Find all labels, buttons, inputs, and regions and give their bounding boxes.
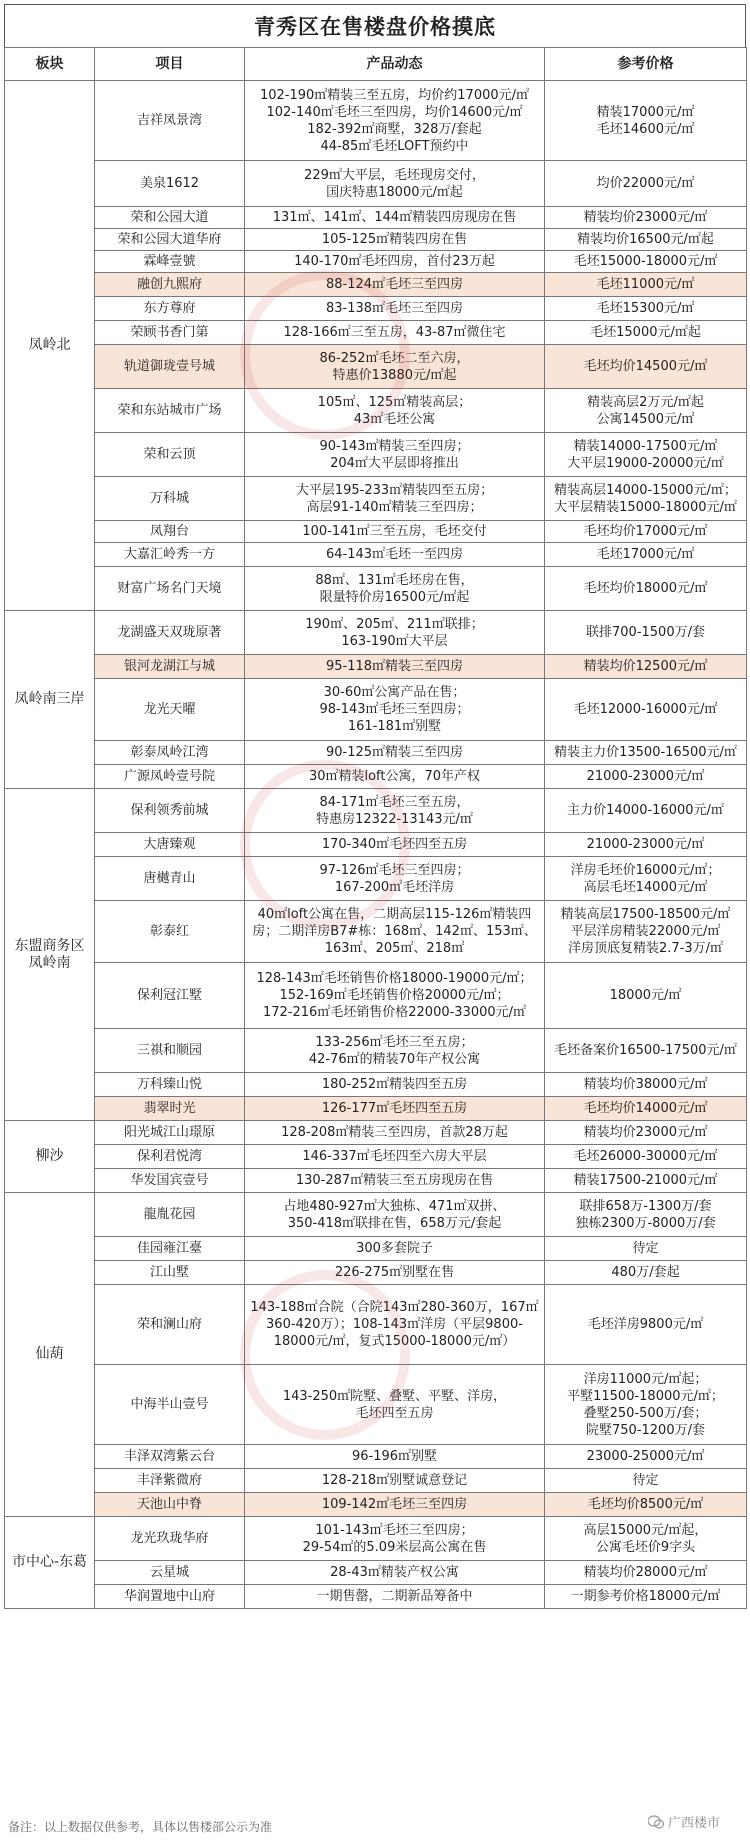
price-cell: 一期参考价格18000元/㎡ <box>545 1585 747 1609</box>
project-cell: 财富广场名门天境 <box>95 567 245 611</box>
table-row <box>5 521 747 543</box>
price-cell: 精装均价28000元/㎡ <box>545 1561 747 1585</box>
project-cell: 荣和东站城市广场 <box>95 389 245 433</box>
header-row <box>5 48 747 81</box>
table-row <box>5 389 747 433</box>
news-cell: 229㎡大平层，毛坯现房交付， 国庆特惠18000元/㎡起 <box>245 161 545 207</box>
news-cell: 101-143㎡毛坯三至四房； 29-54㎡的5.09米层高公寓在售 <box>245 1517 545 1561</box>
table-row <box>5 433 747 477</box>
news-cell: 40㎡loft公寓在售，二期高层115-126㎡精装四房；二期洋房B7#栋：168㎡、142㎡、153㎡、163㎡、205㎡、218㎡ <box>245 901 545 963</box>
table-row <box>5 679 747 741</box>
news-cell: 128-166㎡三至五房，43-87㎡微住宅 <box>245 321 545 345</box>
price-cell: 均价22000元/㎡ <box>545 161 747 207</box>
table-row <box>5 1285 747 1365</box>
project-cell: 银河龙湖江与城 <box>95 655 245 679</box>
project-cell: 荣和澜山府 <box>95 1285 245 1365</box>
price-sheet <box>4 4 746 1609</box>
table-row <box>5 901 747 963</box>
header-district: 板块 <box>5 48 95 81</box>
project-cell: 吉祥凤景湾 <box>95 81 245 161</box>
news-cell: 占地480-927㎡大独栋、471㎡双拼、 350-418㎡联排在售，658万元/套起 <box>245 1193 545 1237</box>
news-cell: 146-337㎡毛坯四至六房大平层 <box>245 1145 545 1169</box>
table-row <box>5 1169 747 1193</box>
news-cell: 83-138㎡毛坯三至四房 <box>245 297 545 321</box>
table-row <box>5 1469 747 1493</box>
project-cell: 彰泰凤岭江湾 <box>95 741 245 765</box>
price-cell: 精装均价23000元/㎡ <box>545 1121 747 1145</box>
project-cell: 云星城 <box>95 1561 245 1585</box>
header-news: 产品动态 <box>245 48 545 81</box>
header-project: 项目 <box>95 48 245 81</box>
header-price: 参考价格 <box>545 48 747 81</box>
table-row <box>5 1585 747 1609</box>
project-cell: 荣和公园大道 <box>95 207 245 229</box>
project-cell: 荣和公园大道华府 <box>95 229 245 251</box>
price-cell: 毛坯15300元/㎡ <box>545 297 747 321</box>
project-cell: 丰泽紫微府 <box>95 1469 245 1493</box>
table-row <box>5 1445 747 1469</box>
district-cell: 仙葫 <box>5 1193 95 1517</box>
news-cell: 28-43㎡精装产权公寓 <box>245 1561 545 1585</box>
news-cell: 128-218㎡别墅诚意登记 <box>245 1469 545 1493</box>
district-cell: 市中心-东葛 <box>5 1517 95 1609</box>
news-cell: 143-188㎡合院（合院143㎡280-360万，167㎡360-420万）；108-143㎡洋房（平层9800-18000元/㎡，复式15000-18000元/㎡） <box>245 1285 545 1365</box>
news-cell: 105㎡、125㎡精装高层； 43㎡毛坯公寓 <box>245 389 545 433</box>
table-row <box>5 321 747 345</box>
project-cell: 翡翠时光 <box>95 1097 245 1121</box>
project-cell: 凤翔台 <box>95 521 245 543</box>
price-cell: 精装17000元/㎡ 毛坯14600元/㎡ <box>545 81 747 161</box>
table-row <box>5 833 747 857</box>
table-row <box>5 1517 747 1561</box>
price-cell: 精装14000-17500元/㎡ 大平层19000-20000元/㎡ <box>545 433 747 477</box>
price-cell: 21000-23000元/㎡ <box>545 833 747 857</box>
price-cell: 毛坯均价14500元/㎡ <box>545 345 747 389</box>
news-cell: 105-125㎡精装四房在售 <box>245 229 545 251</box>
table-row <box>5 567 747 611</box>
table-row <box>5 1493 747 1517</box>
news-cell: 128-143㎡毛坯销售价格18000-19000元/㎡； 152-169㎡毛坯销售价格20000元/㎡； 172-216㎡毛坯销售价格22000-33000元/㎡ <box>245 963 545 1029</box>
table-body <box>5 81 747 1609</box>
news-cell: 131㎡、141㎡、144㎡精装四房现房在售 <box>245 207 545 229</box>
project-cell: 万科城 <box>95 477 245 521</box>
table-row <box>5 1145 747 1169</box>
price-cell: 待定 <box>545 1469 747 1493</box>
table-row <box>5 345 747 389</box>
news-cell: 88㎡、131㎡毛坯房在售， 限量特价房16500元/㎡起 <box>245 567 545 611</box>
price-cell: 主力价14000-16000元/㎡ <box>545 789 747 833</box>
brand-logo-icon <box>648 1815 664 1829</box>
project-cell: 华润置地中山府 <box>95 1585 245 1609</box>
price-cell: 洋房毛坯价16000元/㎡； 高层毛坯14000元/㎡ <box>545 857 747 901</box>
price-cell: 480万/套起 <box>545 1261 747 1285</box>
footer-note: 备注：以上数据仅供参考，具体以售楼部公示为准 <box>8 1820 273 1834</box>
price-cell: 毛坯均价18000元/㎡ <box>545 567 747 611</box>
price-cell: 联排700-1500万/套 <box>545 611 747 655</box>
price-cell: 精装均价23000元/㎡ <box>545 207 747 229</box>
project-cell: 保利君悦湾 <box>95 1145 245 1169</box>
project-cell: 保利冠江墅 <box>95 963 245 1029</box>
project-cell: 万科臻山悦 <box>95 1073 245 1097</box>
price-cell: 精装高层17500-18500元/㎡ 平层洋房精装22000元/㎡ 洋房顶底复精装2.7-3万/㎡ <box>545 901 747 963</box>
project-cell: 轨道御珑壹号城 <box>95 345 245 389</box>
project-cell: 大嘉汇岭秀一方 <box>95 543 245 567</box>
price-cell: 毛坯均价17000元/㎡ <box>545 521 747 543</box>
price-cell: 精装高层2万元/㎡起 公寓14500元/㎡ <box>545 389 747 433</box>
news-cell: 109-142㎡毛坯三至四房 <box>245 1493 545 1517</box>
news-cell: 300多套院子 <box>245 1237 545 1261</box>
project-cell: 荣和云顶 <box>95 433 245 477</box>
table-row <box>5 477 747 521</box>
news-cell: 大平层195-233㎡精装四至五房； 高层91-140㎡精装三至四房； <box>245 477 545 521</box>
price-cell: 精装高层14000-15000元/㎡； 大平层精装15000-18000元/㎡ <box>545 477 747 521</box>
news-cell: 95-118㎡精装三至四房 <box>245 655 545 679</box>
table-row <box>5 741 747 765</box>
table-row <box>5 1365 747 1445</box>
project-cell: 保利领秀前城 <box>95 789 245 833</box>
table-row <box>5 1073 747 1097</box>
news-cell: 88-124㎡毛坯三至四房 <box>245 273 545 297</box>
brand-logo <box>648 1812 720 1831</box>
price-cell: 高层15000元/㎡起， 公寓毛坯价9字头 <box>545 1517 747 1561</box>
news-cell: 100-141㎡三至五房，毛坯交付 <box>245 521 545 543</box>
table-row <box>5 1097 747 1121</box>
news-cell: 102-190㎡精装三至五房，均价约17000元/㎡ 102-140㎡毛坯三至四房，均价14600元/㎡ 182-392㎡商墅，328万/套起 44-85㎡毛坯LOFT预约中 <box>245 81 545 161</box>
table-row <box>5 857 747 901</box>
table-row <box>5 1561 747 1585</box>
table-row <box>5 789 747 833</box>
news-cell: 143-250㎡院墅、叠墅、平墅、洋房， 毛坯四至五房 <box>245 1365 545 1445</box>
table-row <box>5 207 747 229</box>
price-cell: 毛坯26000-30000元/㎡ <box>545 1145 747 1169</box>
news-cell: 30-60㎡公寓产品在售； 98-143㎡毛坯三至四房； 161-181㎡别墅 <box>245 679 545 741</box>
project-cell: 广源凤岭壹号院 <box>95 765 245 789</box>
district-cell: 东盟商务区 凤岭南 <box>5 789 95 1121</box>
news-cell: 86-252㎡毛坯二至六房， 特惠价13880元/㎡起 <box>245 345 545 389</box>
table-row <box>5 229 747 251</box>
news-cell: 126-177㎡毛坯四至五房 <box>245 1097 545 1121</box>
news-cell: 170-340㎡毛坯四至五房 <box>245 833 545 857</box>
brand-logo-text: 广西楼市 <box>667 1816 720 1831</box>
news-cell: 133-256㎡毛坯三至五房； 42-76㎡的精装70年产权公寓 <box>245 1029 545 1073</box>
table-row <box>5 1237 747 1261</box>
price-cell: 精装均价12500元/㎡ <box>545 655 747 679</box>
price-cell: 洋房11000元/㎡起； 平墅11500-18000元/㎡； 叠墅250-500万/套； 院墅750-1200万/套 <box>545 1365 747 1445</box>
district-cell: 凤岭北 <box>5 81 95 611</box>
project-cell: 江山墅 <box>95 1261 245 1285</box>
price-cell: 23000-25000元/㎡ <box>545 1445 747 1469</box>
project-cell: 阳光城江山璟原 <box>95 1121 245 1145</box>
price-table <box>4 47 747 1609</box>
table-row <box>5 251 747 273</box>
price-cell: 毛坯15000-18000元/㎡ <box>545 251 747 273</box>
project-cell: 佳园雍江臺 <box>95 1237 245 1261</box>
news-cell: 226-275㎡别墅在售 <box>245 1261 545 1285</box>
news-cell: 90-143㎡精装三至四房； 204㎡大平层即将推出 <box>245 433 545 477</box>
project-cell: 彰泰红 <box>95 901 245 963</box>
project-cell: 东方尊府 <box>95 297 245 321</box>
table-row <box>5 297 747 321</box>
news-cell: 96-196㎡别墅 <box>245 1445 545 1469</box>
table-row <box>5 611 747 655</box>
price-cell: 毛坯备案价16500-17500元/㎡ <box>545 1029 747 1073</box>
price-cell: 18000元/㎡ <box>545 963 747 1029</box>
price-cell: 联排658万-1300万/套 独栋2300万-8000万/套 <box>545 1193 747 1237</box>
price-cell: 21000-23000元/㎡ <box>545 765 747 789</box>
price-cell: 待定 <box>545 1237 747 1261</box>
price-cell: 毛坯15000元/㎡起 <box>545 321 747 345</box>
project-cell: 美泉1612 <box>95 161 245 207</box>
news-cell: 30㎡精装loft公寓，70年产权 <box>245 765 545 789</box>
news-cell: 130-287㎡精装三至五房现房在售 <box>245 1169 545 1193</box>
news-cell: 140-170㎡毛坯四房，首付23万起 <box>245 251 545 273</box>
project-cell: 大唐臻观 <box>95 833 245 857</box>
table-row <box>5 765 747 789</box>
news-cell: 128-208㎡精装三至四房，首款28万起 <box>245 1121 545 1145</box>
table-row <box>5 963 747 1029</box>
price-cell: 精装主力价13500-16500元/㎡ <box>545 741 747 765</box>
district-cell: 柳沙 <box>5 1121 95 1193</box>
table-row <box>5 273 747 297</box>
table-row <box>5 1193 747 1237</box>
project-cell: 龙光天曜 <box>95 679 245 741</box>
project-cell: 三祺和顺园 <box>95 1029 245 1073</box>
table-row <box>5 1029 747 1073</box>
news-cell: 64-143㎡毛坯一至四房 <box>245 543 545 567</box>
price-cell: 毛坯洋房9800元/㎡ <box>545 1285 747 1365</box>
project-cell: 霖峰壹號 <box>95 251 245 273</box>
sheet-title: 青秀区在售楼盘价格摸底 <box>4 4 746 47</box>
table-row <box>5 1261 747 1285</box>
table-row <box>5 543 747 567</box>
price-cell: 精装均价16500元/㎡起 <box>545 229 747 251</box>
table-row <box>5 1121 747 1145</box>
project-cell: 丰泽双湾紫云台 <box>95 1445 245 1469</box>
price-cell: 毛坯12000-16000元/㎡ <box>545 679 747 741</box>
news-cell: 190㎡、205㎡、211㎡联排； 163-190㎡大平层 <box>245 611 545 655</box>
table-row <box>5 81 747 161</box>
table-row <box>5 655 747 679</box>
project-cell: 龙湖盛天双珑原著 <box>95 611 245 655</box>
project-cell: 中海半山壹号 <box>95 1365 245 1445</box>
price-cell: 毛坯17000元/㎡ <box>545 543 747 567</box>
news-cell: 一期售罄，二期新品筹备中 <box>245 1585 545 1609</box>
news-cell: 180-252㎡精装四至五房 <box>245 1073 545 1097</box>
project-cell: 龍胤花园 <box>95 1193 245 1237</box>
news-cell: 90-125㎡精装三至四房 <box>245 741 545 765</box>
project-cell: 华发国宾壹号 <box>95 1169 245 1193</box>
price-cell: 毛坯均价8500元/㎡ <box>545 1493 747 1517</box>
district-cell: 凤岭南三岸 <box>5 611 95 789</box>
project-cell: 天池山中脊 <box>95 1493 245 1517</box>
news-cell: 84-171㎡毛坯三至五房， 特惠房12322-13143元/㎡ <box>245 789 545 833</box>
table-row <box>5 161 747 207</box>
price-cell: 毛坯11000元/㎡ <box>545 273 747 297</box>
news-cell: 97-126㎡毛坯三至四房； 167-200㎡毛坯洋房 <box>245 857 545 901</box>
project-cell: 荣顾书香门第 <box>95 321 245 345</box>
price-cell: 精装17500-21000元/㎡ <box>545 1169 747 1193</box>
price-cell: 毛坯均价14000元/㎡ <box>545 1097 747 1121</box>
project-cell: 龙光玖珑华府 <box>95 1517 245 1561</box>
price-cell: 精装均价38000元/㎡ <box>545 1073 747 1097</box>
project-cell: 融创九熙府 <box>95 273 245 297</box>
project-cell: 唐樾青山 <box>95 857 245 901</box>
